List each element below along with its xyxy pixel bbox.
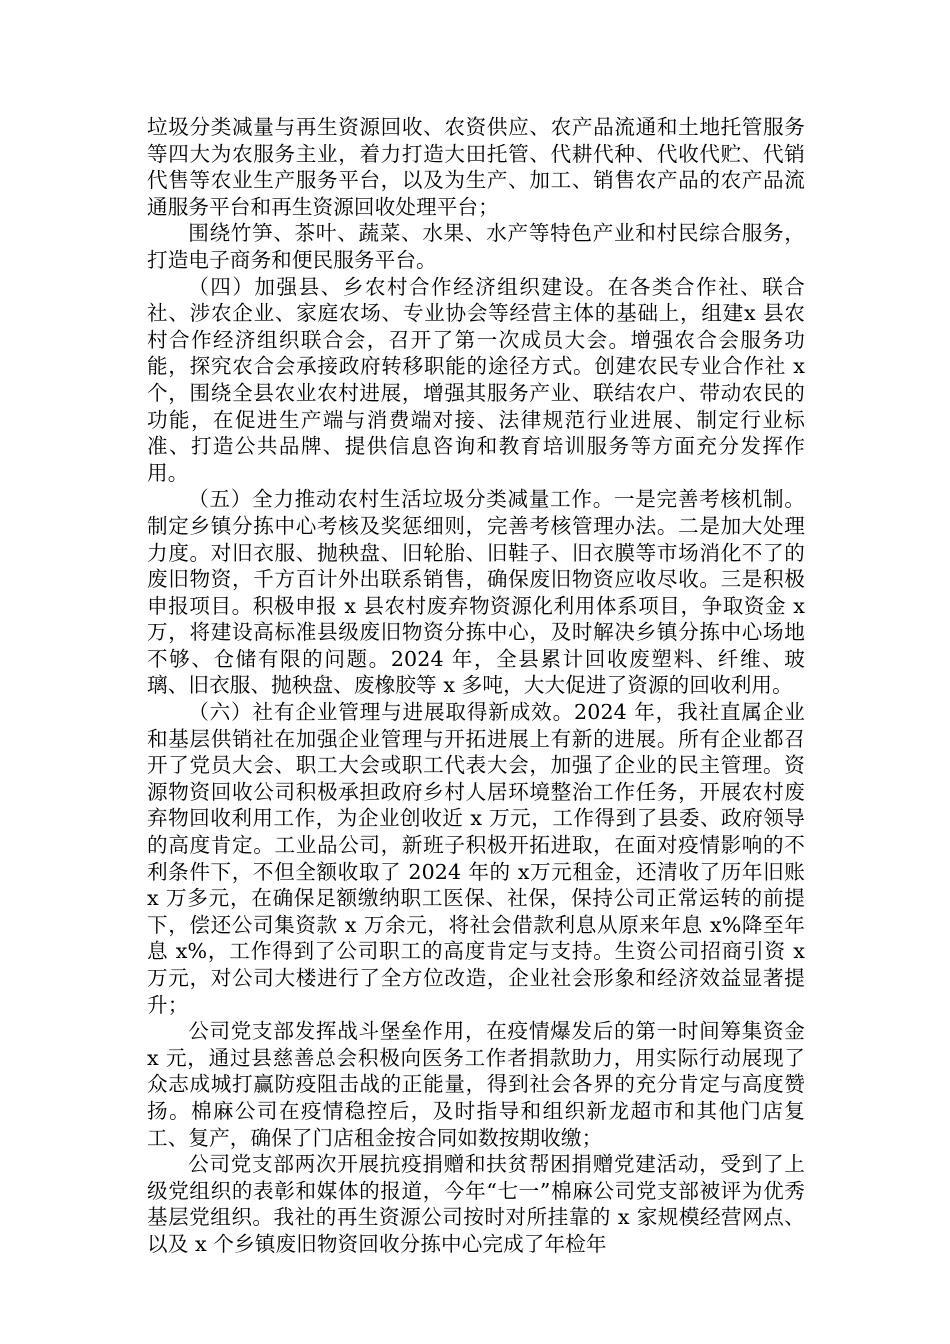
- paragraph-section-4: （四）加强县、乡农村合作经济组织建设。在各类合作社、联合社、涉农企业、家庭农场、专业协会等经营主体的基础上，组建x 县农村合作经济组织联合会，召开了第一次成员大会。增强农合会服务功能，探究农合会承接政府转移职能的途径方式。创建农民专业合作社 x 个，围绕全县农业农村进展，增强其服务产业、联结农户、带动农民的功能，在促进生产端与消费端对接、法律规范行业进展、制定行业标准、打造公共品牌、提供信息咨询和教育培训服务等方面充分发挥作用。: [147, 274, 805, 485]
- paragraph-party-branch: 公司党支部发挥战斗堡垒作用，在疫情爆发后的第一时间筹集资金 x 元，通过县慈善总会积极向医务工作者捐款助力，用实际行动展现了众志成城打赢防疫阻击战的正能量，得到社会各界的充分肯定与高度赞扬。棉麻公司在疫情稳控后，及时指导和组织新龙超市和其他门店复工、复产，确保了门店租金按合同如数按期收缴；: [147, 1019, 805, 1150]
- paragraph-donation: 公司党支部两次开展抗疫捐赠和扶贫帮困捐赠党建活动，受到了上级党组织的表彰和媒体的报道，今年“七一”棉麻公司党支部被评为优秀基层党组织。我社的再生资源公司按时对所挂靠的 x 家规模经营网点、以及 x 个乡镇废旧物资回收分拣中心完成了年检年: [147, 1152, 805, 1256]
- paragraph-section-6: （六）社有企业管理与进展取得新成效。2024 年，我社直属企业和基层供销社在加强企业管理与开拓进展上有新的进展。所有企业都召开了党员大会、职工大会或职工代表大会，加强了企业的民主管理。资源物资回收公司积极承担政府乡村人居环境整治工作任务，开展农村废弃物回收利用工作，为企业创收近 x 万元，工作得到了县委、政府领导的高度肯定。工业品公司，新班子积极开拓进取，在面对疫情影响的不利条件下，不但全额收取了 2024 年的 x万元租金，还清收了历年旧账 x 万多元，在确保足额缴纳职工医保、社保，保持公司正常运转的前提下，偿还公司集资款 x 万余元，将社会借款利息从原来年息 x%降至年息 x%，工作得到了公司职工的高度肯定与支持。生资公司招商引资 x 万元，对公司大楼进行了全方位改造，企业社会形象和经济效益显著提升；: [147, 700, 805, 1017]
- document-page: [147, 114, 805, 1258]
- paragraph-section-5: （五）全力推动农村生活垃圾分类减量工作。一是完善考核机制。制定乡镇分拣中心考核及奖惩细则，完善考核管理办法。二是加大处理力度。对旧衣服、抛秧盘、旧轮胎、旧鞋子、旧衣膜等市场消化不了的废旧物资，千方百计外出联系销售，确保废旧物资应收尽收。三是积极申报项目。积极申报 x 县农村废弃物资源化利用体系项目，争取资金 x 万，将建设高标准县级废旧物资分拣中心，及时解决乡镇分拣中心场地不够、仓储有限的问题。2024 年，全县累计回收废塑料、纤维、玻璃、旧衣服、抛秧盘、废橡胶等 x 多吨，大大促进了资源的回收利用。: [147, 487, 805, 698]
- paragraph-service-platforms: 垃圾分类减量与再生资源回收、农资供应、农产品流通和土地托管服务等四大为农服务主业，着力打造大田托管、代耕代种、代收代贮、代销代售等农业生产服务平台，以及为生产、加工、销售农产品的农产品流通服务平台和再生资源回收处理平台；: [147, 115, 805, 219]
- paragraph-ecommerce: 围绕竹笋、茶叶、蔬菜、水果、水产等特色产业和村民综合服务，打造电子商务和便民服务平台。: [147, 221, 805, 272]
